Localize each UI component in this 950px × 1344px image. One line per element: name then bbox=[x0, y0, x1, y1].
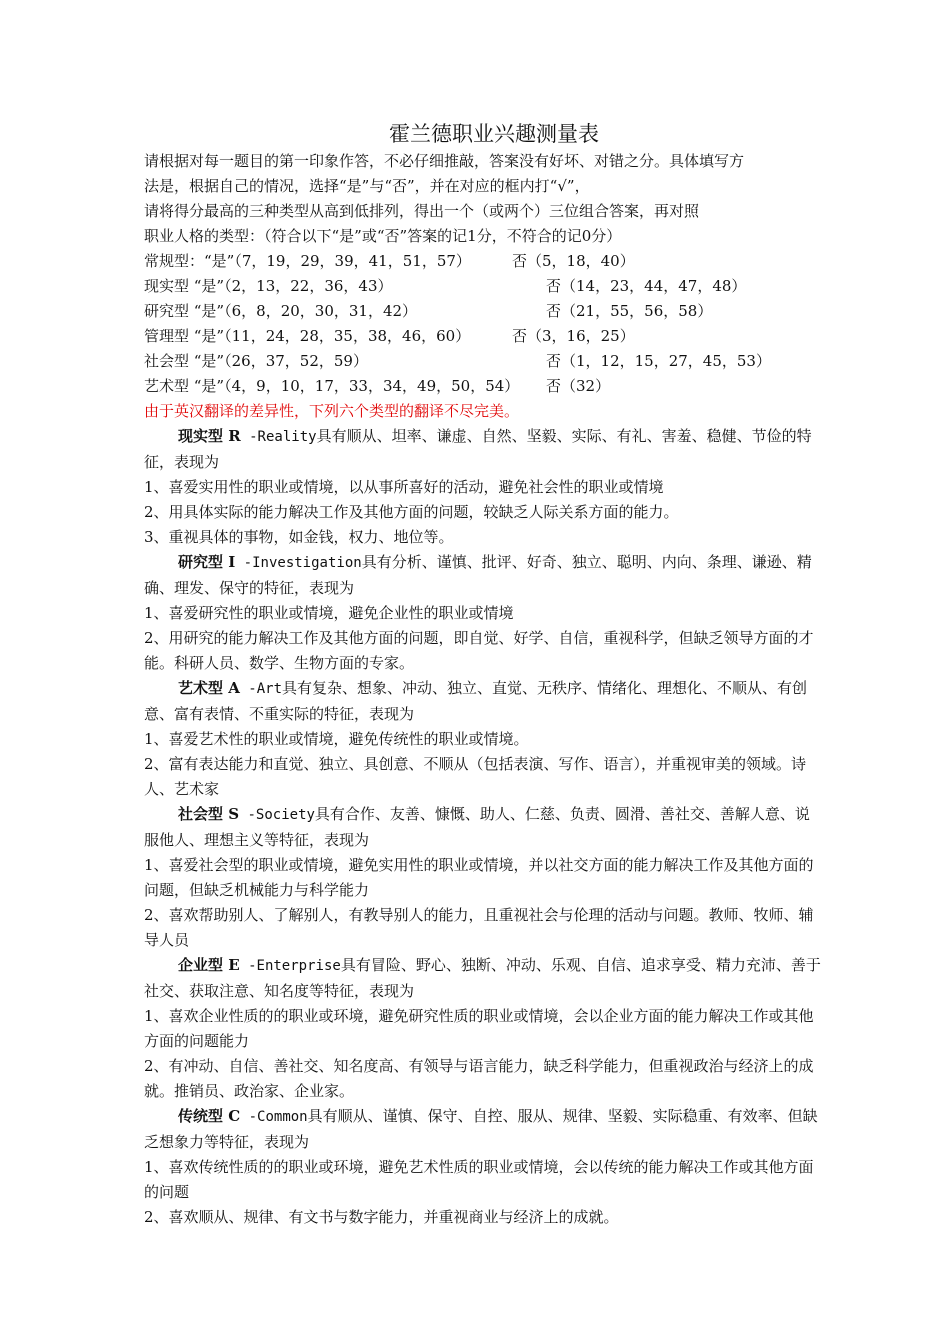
page-title: 霍兰德职业兴趣测量表 bbox=[389, 122, 599, 146]
type-traits: 具有合作、友善、慷慨、助人、仁慈、负责、圆滑、善社交、善解人意、说服他人、理想主义等特征，表现为 bbox=[144, 805, 810, 849]
scoring-no-items: 否（3，16，25） bbox=[512, 327, 635, 345]
scoring-row-realistic bbox=[144, 274, 824, 299]
scoring-yes-items: 常规型：“是”（7，19，29，39，41，51，57） bbox=[144, 252, 471, 270]
scoring-no-items: 否（1，12，15，27，45，53） bbox=[546, 352, 771, 370]
type-description bbox=[144, 802, 824, 853]
type-name: 艺术型 A bbox=[178, 679, 240, 697]
type-name: 社会型 S bbox=[178, 805, 240, 823]
scoring-no-items: 否（32） bbox=[546, 377, 611, 395]
type-code: -Investigation bbox=[235, 555, 362, 571]
type-point: 1、喜爱研究性的职业或情境，避免企业性的职业或情境 bbox=[144, 604, 514, 622]
intro-line: 请将得分最高的三种类型从高到低排列，得出一个（或两个）三位组合答案，再对照 bbox=[144, 202, 700, 220]
type-point: 1、喜爱社会型的职业或情境，避免实用性的职业或情境，并以社交方面的能力解决工作及其他方面的问题，但缺乏机械能力与科学能力 bbox=[144, 856, 814, 899]
type-traits: 具有分析、谨慎、批评、好奇、独立、聪明、内向、条理、谦逊、精确、理发、保守的特征，表现为 bbox=[144, 553, 812, 597]
scoring-yes-items: 研究型 “是”（6，8，20，30，31，42） bbox=[144, 302, 418, 320]
type-point: 1、喜爱实用性的职业或情境，以从事所喜好的活动，避免社会性的职业或情境 bbox=[144, 478, 664, 496]
type-section-social bbox=[144, 802, 824, 953]
scoring-row-conventional bbox=[144, 249, 824, 274]
scoring-row-social bbox=[144, 349, 824, 374]
intro-section bbox=[144, 149, 824, 249]
type-point: 2、用研究的能力解决工作及其他方面的问题，即自觉、好学、自信，重视科学，但缺乏领导方面的才能。科研人员、数学、生物方面的专家。 bbox=[144, 629, 814, 672]
type-description bbox=[144, 953, 824, 1004]
type-traits: 具有顺从、坦率、谦虚、自然、坚毅、实际、有礼、害羞、稳健、节俭的特征，表现为 bbox=[144, 427, 812, 471]
type-section-conventional bbox=[144, 1104, 824, 1230]
type-traits: 具有顺从、谨慎、保守、自控、服从、规律、坚毅、实际稳重、有效率、但缺乏想象力等特征，表现为 bbox=[144, 1107, 818, 1151]
scoring-yes-items: 社会型 “是”（26，37，52，59） bbox=[144, 352, 368, 370]
scoring-no-items: 否（14，23，44，47，48） bbox=[546, 277, 747, 295]
translation-note: 由于英汉翻译的差异性，下列六个类型的翻译不尽完美。 bbox=[144, 402, 520, 420]
type-description bbox=[144, 424, 824, 475]
document-page bbox=[144, 120, 824, 1230]
scoring-row-enterprising bbox=[144, 324, 824, 349]
type-traits: 具有冒险、野心、独断、冲动、乐观、自信、追求享受、精力充沛、善于社交、获取注意、知名度等特征，表现为 bbox=[144, 956, 821, 1000]
type-code: -Enterprise bbox=[239, 958, 341, 974]
type-point: 2、喜欢帮助别人、了解别人，有教导别人的能力，且重视社会与伦理的活动与问题。教师、牧师、辅导人员 bbox=[144, 906, 814, 949]
type-description bbox=[144, 1104, 824, 1155]
intro-line: 请根据对每一题目的第一印象作答，不必仔细推敲，答案没有好坏、对错之分。具体填写方 bbox=[144, 152, 745, 170]
scoring-yes-items: 艺术型 “是”（4，9，10，17，33，34，49，50，54） bbox=[144, 377, 520, 395]
scoring-yes-items: 现实型 “是”（2，13，22，36，43） bbox=[144, 277, 393, 295]
scoring-row-investigative bbox=[144, 299, 824, 324]
type-section-enterprising bbox=[144, 953, 824, 1104]
type-name: 传统型 C bbox=[178, 1107, 241, 1125]
type-code: -Reality bbox=[240, 429, 317, 445]
type-description bbox=[144, 676, 824, 727]
scoring-row-artistic bbox=[144, 374, 824, 399]
type-point: 2、喜欢顺从、规律、有文书与数字能力，并重视商业与经济上的成就。 bbox=[144, 1208, 619, 1226]
type-point: 3、重视具体的事物，如金钱，权力、地位等。 bbox=[144, 528, 454, 546]
intro-line: 法是，根据自己的情况，选择“是”与“否”，并在对应的框内打“√”， bbox=[144, 177, 590, 195]
type-point: 2、富有表达能力和直觉、独立、具创意、不顺从（包括表演、写作、语言），并重视审美的领域。诗人、艺术家 bbox=[144, 755, 807, 798]
type-point: 1、喜欢企业性质的的职业或环境，避免研究性质的职业或情境，会以企业方面的能力解决工作或其他方面的问题能力 bbox=[144, 1007, 814, 1050]
type-point: 1、喜爱艺术性的职业或情境，避免传统性的职业或情境。 bbox=[144, 730, 529, 748]
type-code: -Common bbox=[240, 1109, 308, 1125]
type-point: 2、有冲动、自信、善社交、知名度高、有领导与语言能力，缺乏科学能力，但重视政治与经济上的成就。推销员、政治家、企业家。 bbox=[144, 1057, 814, 1100]
type-name: 研究型 I bbox=[178, 553, 236, 571]
type-traits: 具有复杂、想象、冲动、独立、直觉、无秩序、情绪化、理想化、不顺从、有创意、富有表情、不重实际的特征，表现为 bbox=[144, 679, 808, 723]
type-point: 1、喜欢传统性质的的职业或环境，避免艺术性质的职业或情境，会以传统的能力解决工作或其他方面的问题 bbox=[144, 1158, 814, 1201]
intro-line: 职业人格的类型：（符合以下“是”或“否”答案的记1分，不符合的记0分） bbox=[144, 227, 622, 245]
type-code: -Art bbox=[239, 681, 283, 697]
type-section-investigative bbox=[144, 550, 824, 676]
type-point: 2、用具体实际的能力解决工作及其他方面的问题，较缺乏人际关系方面的能力。 bbox=[144, 503, 679, 521]
type-code: -Society bbox=[239, 807, 315, 823]
scoring-no-items: 否（21，55，56，58） bbox=[546, 302, 713, 320]
type-description bbox=[144, 550, 824, 601]
type-section-realistic bbox=[144, 424, 824, 550]
scoring-yes-items: 管理型 “是”（11，24，28，35，38，46，60） bbox=[144, 327, 471, 345]
scoring-no-items: 否（5，18，40） bbox=[512, 252, 635, 270]
type-name: 企业型 E bbox=[178, 956, 240, 974]
type-section-artistic bbox=[144, 676, 824, 802]
scoring-table bbox=[144, 249, 824, 399]
type-name: 现实型 R bbox=[178, 427, 241, 445]
